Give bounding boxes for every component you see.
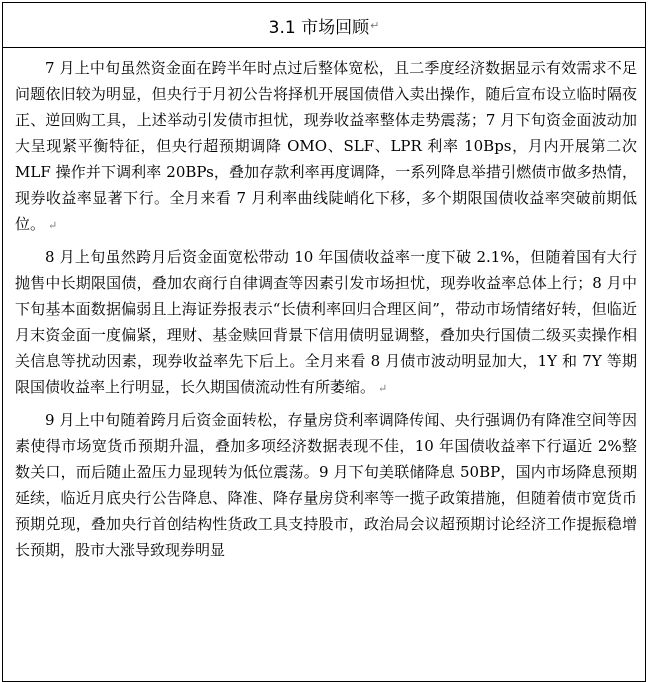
document-table (2, 2, 646, 682)
paragraph-mark-icon: ↵ (48, 219, 58, 232)
section-body (3, 48, 645, 563)
paragraph-july: 7 月上中旬虽然资金面在跨半年时点过后整体宽松，且二季度经济数据显示有效需求不足问题依旧较为明显，但央行于月初公告将择机开展国债借入卖出操作，随后宣布设立临时隔夜正、逆回购工具，上述举动引发债市担忧，现券收益率整体走势震荡；7 月下旬资金面波动加大呈现紧平衡特征，但央行超预期调降 OMO、SLF、LPR 利率 10Bps，月内开展第二次 MLF 操作并下调利率 20BPs，叠加存款利率再度调降，一系列降息举措引燃债市做多热情，现券收益率显著下行。全月来看 7 月利率曲线陡峭化下移，多个期限国债收益率突破前期低位。 ↵ (15, 59, 637, 233)
section-title-row (3, 3, 645, 48)
paragraph-mark-icon: ↵ (370, 18, 380, 32)
section-title: 3.1 市场回顾 (268, 17, 370, 38)
paragraph-august: 8 月上旬虽然跨月后资金面宽松带动 10 年国债收益率一度下破 2.1%，但随着国有大行抛售中长期限国债，叠加农商行自律调查等因素引发市场担忧，现券收益率总体上行；8 月中下旬基本面数据偏弱且上海证券报表示“长债利率回归合理区间”，带动市场情绪好转，但临近月末资金面一度偏紧，理财、基金赎回背景下信用债明显调整，叠加央行国债二级买卖操作相关信息等扰动因素，现券收益率先下后上。全月来看 8 月债市波动明显加大，1Y 和 7Y 等期限国债收益率上行明显，长久期国债流动性有所萎缩。 ↵ (15, 248, 637, 396)
paragraph-september: 9 月上中旬随着跨月后资金面转松，存量房贷利率调降传闻、央行强调仍有降准空间等因素使得市场宽货币预期升温，叠加多项经济数据表现不佳，10 年国债收益率下行逼近 2%整数关口，而后随止盈压力显现转为低位震荡。9 月下旬美联储降息 50BP，国内市场降息预期延续，临近月底央行公告降息、降准、降存量房贷利率等一揽子政策措施，但随着债市宽货币预期兑现，叠加央行首创结构性货政工具支持股市，政治局会议超预期讨论经济工作提振稳增长预期，股市大涨导致现券明显 (15, 411, 637, 559)
paragraph-mark-icon: ↵ (378, 382, 388, 395)
